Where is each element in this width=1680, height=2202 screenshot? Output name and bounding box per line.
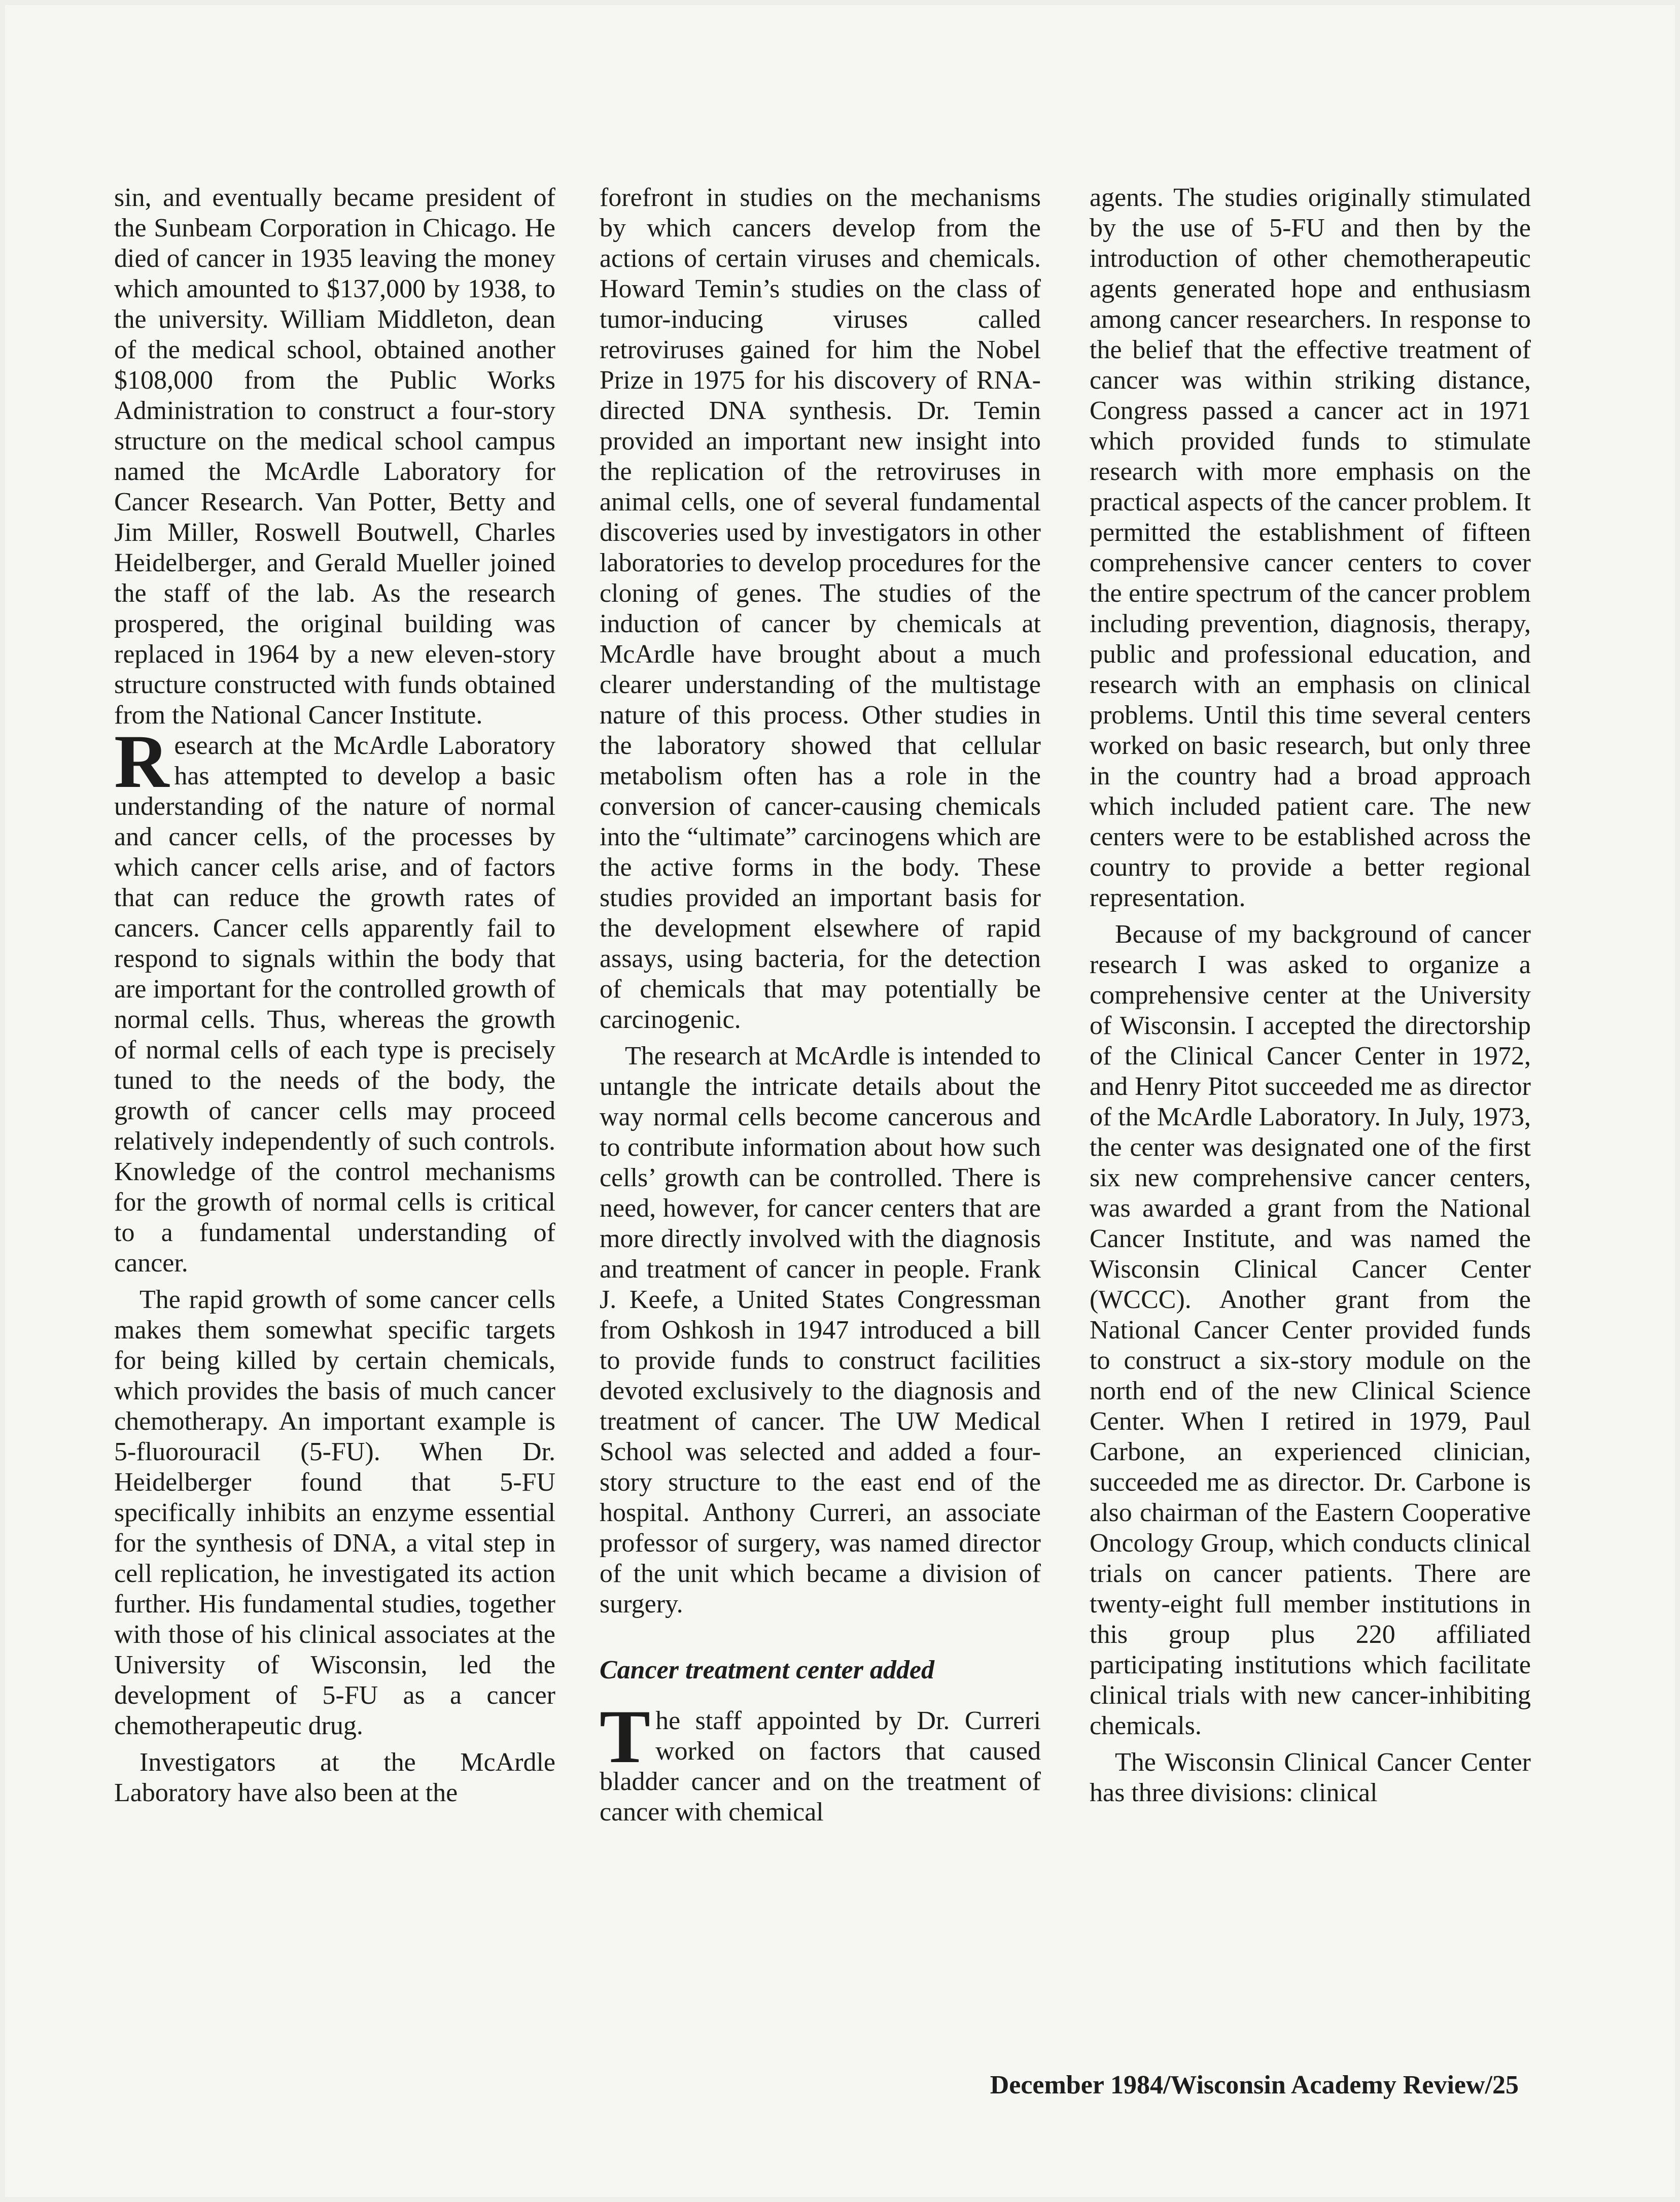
paragraph: agents. The studies originally stimulated by the use of 5-FU and then by the introduction of other chemotherapeutic agents generated hope and enthusiasm among cancer researchers. In response to the belief that the effective treatment of cancer was within striking distance, Congress passed a cancer act in 1971 which provided funds to stimulate research with more emphasis on the practical aspects of the cancer problem. It permitted the establishment of fifteen comprehensive cancer centers to cover the entire spectrum of the cancer problem including prevention, diagnosis, therapy, public and professional education, and research with an emphasis on clinical problems. Until this time several centers worked on basic research, but only three in the country had a broad approach which included patient care. The new centers were to be established across the country to provide a better regional representation. [1090,183,1531,912]
paragraph-dropcap [600,1695,1041,1828]
section-heading: Cancer treatment center added [600,1656,935,1684]
paragraph: The Wisconsin Clinical Cancer Center has three divisions: clinical [1090,1748,1531,1807]
drop-cap-letter: T [600,1695,651,1779]
paragraph: forefront in studies on the mechanisms by which cancers develop from the actions of certain viruses and chemicals. Howard Temin’s studies on the class of tumor-inducing viruses called retroviruses gained for him the Nobel Prize in 1975 for his discovery of RNA-directed DNA synthesis. Dr. Temin provided an important new insight into the replication of the retroviruses in animal cells, one of several fundamental discoveries used by investigators in other laboratories to develop procedures for the cloning of genes. The studies of the induction of cancer by chemicals at McArdle have brought about a much clearer understanding of the multistage nature of this process. Other studies in the laboratory showed that cellular metabolism often has a role in the conversion of cancer-causing chemicals into the “ultimate” carcinogens which are the active forms in the body. These studies provided an important basis for the development elsewhere of rapid assays, using bacteria, for the detection of chemicals that may potentially be carcinogenic. [600,183,1041,1034]
paragraph-dropcap [114,719,555,1279]
page-footer: December 1984/Wisconsin Academy Review/25 [990,2071,1519,2100]
paragraph-text: he staff appointed by Dr. Curreri worked on factors that caused bladder cancer and on the treatment of cancer with chemical [600,1706,1041,1827]
paragraph: Because of my background of cancer research I was asked to organize a comprehensive center at the University of Wisconsin. I accepted the directorship of the Clinical Cancer Center in 1972, and Henry Pitot succeeded me as director of the McArdle Laboratory. In July, 1973, the center was designated one of the first six new comprehensive cancer centers, was awarded a grant from the National Cancer Institute, and was named the Wisconsin Clinical Cancer Center (WCCC). Another grant from the National Cancer Center provided funds to construct a six-story module on the north end of the new Clinical Science Center. When I retired in 1979, Paul Carbone, an experienced clinician, succeeded me as director. Dr. Carbone is also chairman of the Eastern Cooperative Oncology Group, which conducts clinical trials on cancer patients. There are twenty-eight full member institutions in this group plus 220 affiliated participating institutions which facilitate clinical trials with new cancer-inhibiting chemicals. [1090,920,1531,1740]
text-column-1 [114,183,555,1808]
paragraph-text: esearch at the McArdle Laboratory has attempted to develop a basic understanding of the nature of normal and cancer cells, of the processes by which cancer cells arise, and of factors that can reduce the growth rates of cancers. Cancer cells apparently fail to respond to signals within the body that are important for the controlled growth of normal cells. Thus, whereas the growth of normal cells of each type is precisely tuned to the needs of the body, the growth of cancer cells may proceed relatively independently of such controls. Knowledge of the control mechanisms for the growth of normal cells is critical to a fundamental understanding of cancer. [114,731,555,1278]
paragraph: The research at McArdle is intended to untangle the intricate details about the way normal cells become cancerous and to contribute information about how such cells’ growth can be controlled. There is need, however, for cancer centers that are more directly involved with the diagnosis and treatment of cancer in people. Frank J. Keefe, a United States Congressman from Oshkosh in 1947 introduced a bill to provide funds to construct facilities devoted exclusively to the diagnosis and treatment of cancer. The UW Medical School was selected and added a four-story structure to the east end of the hospital. Anthony Curreri, an associate professor of surgery, was named director of the unit which became a division of surgery. [600,1042,1041,1619]
drop-cap-letter: R [114,719,169,804]
text-column-2 [600,183,1041,1828]
paragraph: sin, and eventually became president of the Sunbeam Corporation in Chicago. He died of cancer in 1935 leaving the money which amounted to $137,000 by 1938, to the university. William Middleton, dean of the medical school, obtained another $108,000 from the Public Works Administration to construct a four-story structure on the medical school campus named the McArdle Laboratory for Cancer Research. Van Potter, Betty and Jim Miller, Roswell Boutwell, Charles Heidelberger, and Gerald Mueller joined the staff of the lab. As the research prospered, the original building was replaced in 1964 by a new eleven-story structure constructed with funds obtained from the National Cancer Institute. [114,183,555,730]
paragraph: Investigators at the McArdle Laboratory have also been at the [114,1748,555,1807]
paragraph: The rapid growth of some cancer cells makes them somewhat specific targets for being killed by certain chemicals, which provides the basis of much cancer chemotherapy. An important example is 5-fluorouracil (5-FU). When Dr. Heidelberger found that 5-FU specifically inhibits an enzyme essential for the synthesis of DNA, a vital step in cell replication, he investigated its action further. His fundamental studies, together with those of his clinical associates at the University of Wisconsin, led the development of 5-FU as a cancer chemotherapeutic drug. [114,1285,555,1740]
text-column-3 [1090,183,1531,1808]
